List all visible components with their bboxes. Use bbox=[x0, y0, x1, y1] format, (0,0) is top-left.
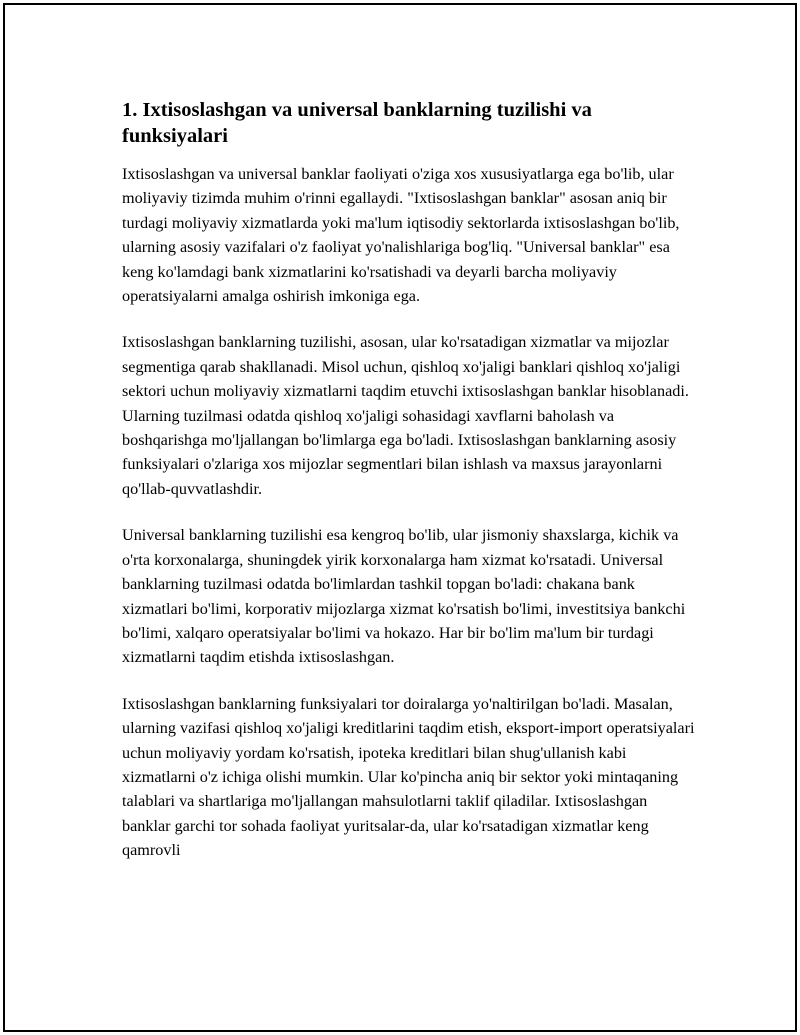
paragraph-specialized-functions: Ixtisoslashgan banklarning funksiyalari tor doiralarga yo'naltirilgan bo'ladi. Masalan, ularning vazifasi qishloq xo'jaligi kreditlarini taqdim etish, eksport-import operatsiyalari uchun moliyaviy yordam ko'rsatish, ipoteka kreditlari bilan shug'ullanish kabi xizmatlarni o'z ichiga olishi mumkin. Ular ko'pincha aniq bir sektor yoki mintaqaning talablari va shartlariga mo'ljallangan mahsulotlarni taklif qiladilar. Ixtisoslashgan banklar garchi tor sohada faoliyat yuritsalar-da, ular ko'rsatadigan xizmatlar keng qamrovli bbox=[122, 694, 695, 860]
page-frame bbox=[3, 3, 797, 1032]
paragraph-universal-structure: Universal banklarning tuzilishi esa kengroq bo'lib, ular jismoniy shaxslarga, kichik va o'rta korxonalarga, shuningdek yirik korxonalarga ham xizmat ko'rsatadi. Universal banklarning tuzilmasi odatda bo'limlardan tashkil topgan bo'ladi: chakana bank xizmatlari bo'limi, korporativ mijozlarga xizmat ko'rsatish bo'limi, investitsiya bankchi bo'limi, xalqaro operatsiyalar bo'limi va hokazo. Har bir bo'lim ma'lum bir turdagi xizmatlarni taqdim etishda ixtisoslashgan. bbox=[122, 526, 686, 667]
paragraph-specialized-structure: Ixtisoslashgan banklarning tuzilishi, asosan, ular ko'rsatadigan xizmatlar va mijozlar segmentiga qarab shakllanadi. Misol uchun, qishloq xo'jaligi banklari qishloq xo'jaligi sektori uchun moliyaviy xizmatlarni taqdim etuvchi ixtisoslashgan banklar hisoblanadi. Ularning tuzilmasi odatda qishloq xo'jaligi sohasidagi xavflarni baholash va boshqarishga mo'ljallangan bo'limlarga ega bo'ladi. Ixtisoslashgan banklarning asosiy funksiyalari o'zlariga xos mijozlar segmentlari bilan ishlash va maxsus jarayonlarni qo'llab-quvvatlashdir. bbox=[122, 333, 689, 498]
section-heading: 1. Ixtisoslashgan va universal banklarning tuzilishi va funksiyalari bbox=[122, 99, 592, 147]
paragraph-intro: Ixtisoslashgan va universal banklar faoliyati o'ziga xos xususiyatlarga ega bo'lib, ular moliyaviy tizimda muhim o'rinni egallaydi. "Ixtisoslashgan banklar" asosan aniq bir turdagi moliyaviy xizmatlarda yoki ma'lum iqtisodiy sektorlarda ixtisoslashgan bo'lib, ularning asosiy vazifalari o'z faoliyat yo'nalishlariga bog'liq. "Universal banklar" esa keng ko'lamdagi bank xizmatlarini ko'rsatishadi va deyarli barcha moliyaviy operatsiyalarni amalga oshirish imkoniga ega. bbox=[122, 165, 680, 306]
document-body bbox=[122, 97, 696, 885]
